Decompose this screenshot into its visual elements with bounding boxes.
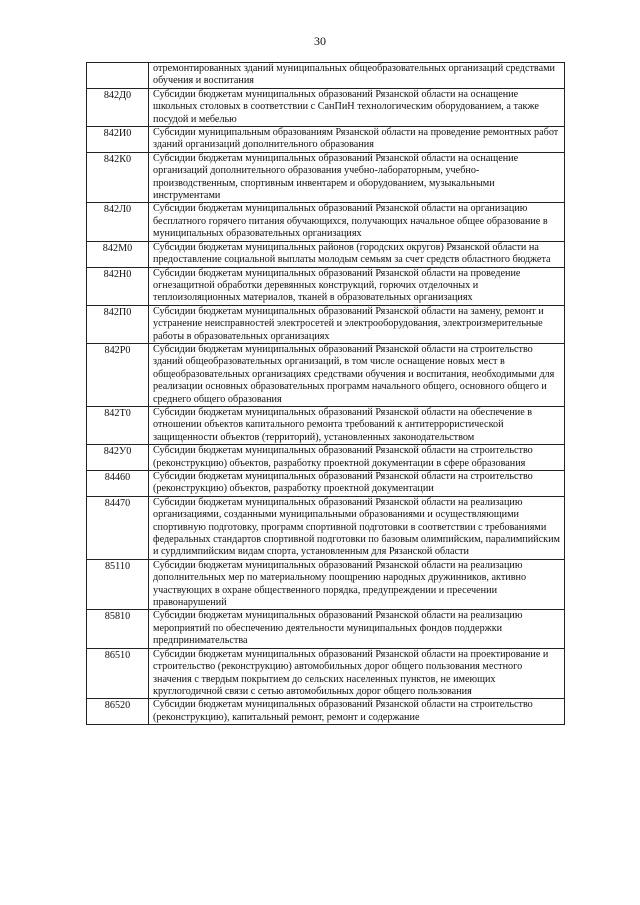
table-row [87,699,565,725]
row-description: Субсидии бюджетам муниципальных образований Рязанской области на замену, ремонт и устранение неисправностей электросетей и электрооборудования, электроизмерительные работы в образовательных организациях [149,305,565,343]
row-code: 842Л0 [87,203,149,241]
table-row [87,152,565,203]
table-row [87,610,565,648]
row-description: Субсидии бюджетам муниципальных образований Рязанской области на строительство (реконструкцию) объектов, разработку проектной документации [149,471,565,497]
row-code: 842Н0 [87,267,149,305]
row-code: 842Р0 [87,343,149,406]
table-row [87,471,565,497]
row-description: Субсидии бюджетам муниципальных образований Рязанской области на строительство зданий общеобразовательных организаций, в том числе оснащение новых мест в общеобразовательных организациях средствами обучения и воспитания, необходимыми для реализации основных образовательных программ начального общего, основного общего и среднего общего образования [149,343,565,406]
row-description: Субсидии бюджетам муниципальных образований Рязанской области на реализацию мероприятий по обеспечению деятельности муниципальных фондов поддержки предпринимательства [149,610,565,648]
row-description: Субсидии бюджетам муниципальных образований Рязанской области на проектирование и строительство (реконструкцию) автомобильных дорог общего пользования местного значения с твердым покрытием до сельских населенных пунктов, не имеющих круглогодичной связи с сетью автомобильных дорог общего пользования [149,648,565,699]
table-row [87,559,565,610]
row-description: Субсидии бюджетам муниципальных образований Рязанской области на реализацию организациями, созданными муниципальными образованиями и осуществляющими спортивную подготовку, программ спортивной подготовки в соответствии с требованиями федеральных стандартов спортивной подготовки по базовым олимпийским, паралимпийским и сурдлимпийским видам спорта, установленным для Рязанской области [149,496,565,559]
table-row [87,267,565,305]
row-description: Субсидии бюджетам муниципальных образований Рязанской области на оснащение организаций дополнительного образования учебно-лабораторным, учебно-производственным, спортивным инвентарем и оборудованием, музыкальными инструментами [149,152,565,203]
row-code: 842И0 [87,127,149,153]
row-code: 86520 [87,699,149,725]
table-row [87,648,565,699]
row-code: 842К0 [87,152,149,203]
page-number: 30 [314,34,326,48]
table-row [87,63,565,89]
table-row [87,241,565,267]
row-code: 842Д0 [87,88,149,126]
table-row [87,88,565,126]
table-body [87,63,565,725]
table-row [87,343,565,406]
table-row [87,445,565,471]
row-code: 842У0 [87,445,149,471]
row-code [87,63,149,89]
row-description: Субсидии бюджетам муниципальных районов (городских округов) Рязанской области на предоставление социальной выплаты молодым семьям за счет средств областного бюджета [149,241,565,267]
row-description: Субсидии бюджетам муниципальных образований Рязанской области на строительство (реконструкцию) объектов, разработку проектной документации в сфере образования [149,445,565,471]
row-description: отремонтированных зданий муниципальных общеобразовательных организаций средствами обучения и воспитания [149,63,565,89]
table-row [87,305,565,343]
row-description: Субсидии бюджетам муниципальных образований Рязанской области на оснащение школьных столовых в соответствии с СанПиН технологическим оборудованием, а также посудой и мебелью [149,88,565,126]
row-code: 84470 [87,496,149,559]
row-description: Субсидии бюджетам муниципальных образований Рязанской области на обеспечение в отношении объектов капитального ремонта требований к антитеррористической защищенности объектов (территорий), установленных законодательством [149,406,565,444]
row-code: 842Т0 [87,406,149,444]
table-row [87,406,565,444]
budget-codes-table [86,62,565,725]
row-code: 84460 [87,471,149,497]
row-code: 842П0 [87,305,149,343]
row-code: 85810 [87,610,149,648]
row-description: Субсидии бюджетам муниципальных образований Рязанской области на реализацию дополнительных мер по материальному поощрению народных дружинников, активно участвующих в охране общественного порядка, предупреждении и пресечении правонарушений [149,559,565,610]
table-row [87,127,565,153]
row-description: Субсидии бюджетам муниципальных образований Рязанской области на строительство (реконструкцию), капитальный ремонт, ремонт и содержание [149,699,565,725]
row-code: 86510 [87,648,149,699]
table-row [87,496,565,559]
row-description: Субсидии бюджетам муниципальных образований Рязанской области на проведение огнезащитной обработки деревянных конструкций, горючих отделочных и теплоизоляционных материалов, тканей в образовательных организациях [149,267,565,305]
row-description: Субсидии бюджетам муниципальных образований Рязанской области на организацию бесплатного горячего питания обучающихся, получающих начальное общее образование в муниципальных образовательных организациях [149,203,565,241]
row-code: 85110 [87,559,149,610]
row-code: 842М0 [87,241,149,267]
row-description: Субсидии муниципальным образованиям Рязанской области на проведение ремонтных работ зданий организаций дополнительного образования [149,127,565,153]
table-row [87,203,565,241]
